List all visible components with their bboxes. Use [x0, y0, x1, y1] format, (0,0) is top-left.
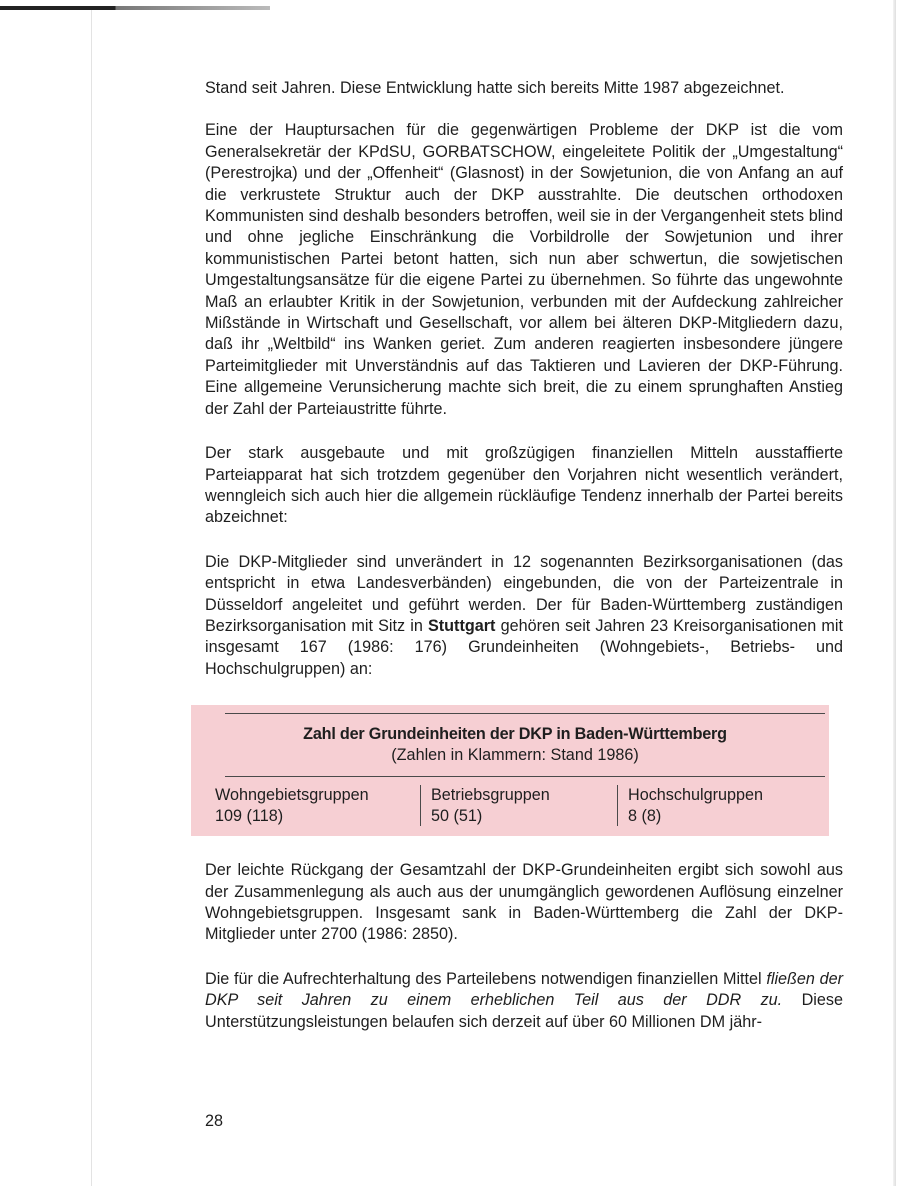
column-value: 8 (8): [628, 806, 662, 825]
scan-edge-top: [0, 6, 270, 10]
column-label: Betriebsgruppen: [431, 786, 550, 805]
scan-edge-right: [893, 0, 896, 1186]
page-number: 28: [205, 1112, 224, 1130]
paragraph-4-text-before: Die DKP-Mitglieder sind unverändert in 12 sogenannten Bezirksorganisationen (das entspricht in etwa Landesverbänden) eingebunden, die von der Parteizentrale in Düsseldorf angeleitet und geführt werden. Der für Baden-Württemberg zuständigen Bezirksorganisation mit Sitz in: [205, 552, 843, 635]
paragraph-6-text: Die für die Aufrechterhaltung des Parteilebens notwendigen finanziellen Mittel: [205, 969, 762, 988]
column-label: Hochschulgruppen: [628, 786, 763, 805]
paragraph-2: Eine der Hauptursachen für die gegenwärtigen Probleme der DKP ist die vom Generalsekretär der KPdSU, GORBATSCHOW, eingeleitete Politik der „Umgestaltung“ (Perestrojka) und der „Offenheit“ (Glasnost) in der Sowjetunion, die von Anfang an auf die verkrustete Struktur auch der DKP ausstrahlte. Die deutschen orthodoxen Kommunisten sind deshalb besonders betroffen, weil sie in der Vergangenheit stets blind und ohne jegliche Einschränkung die Vorbildrolle der Sowjetunion und ihrer kommunistischen Partei betont hatten, sich nun aber schwertun, die sowjetischen Umgestaltungsansätze für die eigene Partei zu übernehmen. So führte das ungewohnte Maß an erlaubter Kritik in der Sowjetunion, verbunden mit der Aufdeckung zahlreicher Mißstände in Wirtschaft und Gesellschaft, vor allem bei älteren DKP-Mitgliedern dazu, daß ihr „Weltbild“ ins Wanken geriet. Zum anderen reagierten insbesondere jüngere Parteimitglieder mit Unverständnis auf das Taktieren und Lavieren der DKP-Führung. Eine allgemeine Verunsicherung machte sich breit, die zu einem sprunghaften Anstieg der Zahl der Parteiaustritte führte.: [205, 121, 843, 418]
grundeinheiten-table: [191, 705, 829, 836]
scan-edge-left: [91, 10, 92, 1186]
paragraph-5: Der leichte Rückgang der Gesamtzahl der DKP-Grundeinheiten ergibt sich sowohl aus der Zusammenlegung als auch aus der unumgänglich gewordenen Auflösung einzelner Wohngebietsgruppen. Insgesamt sank in Baden-Württemberg die Zahl der DKP-Mitglieder unter 2700 (1986: 2850).: [205, 861, 843, 944]
paragraph-4-text-after: gehören seit Jahren 23 Kreisorganisationen mit insgesamt 167 (1986: 176) Grundeinheiten (Wohngebiets-, Betriebs- und Hochschulgruppen) an:: [205, 616, 843, 678]
paragraph-3: Der stark ausgebaute und mit großzügigen finanziellen Mitteln ausstaffierte Parteiapparat hat sich trotzdem gegenüber den Vorjahren nicht wesentlich verändert, wenngleich sich auch hier die allgemein rückläufige Tendenz innerhalb der Partei bereits abzeichnet:: [205, 444, 843, 527]
paragraph-6-emphasis: fließen der DKP seit Jahren zu einem erheblichen Teil aus der DDR zu.: [205, 969, 844, 1010]
table-row: [215, 785, 829, 826]
paragraph-1: Stand seit Jahren. Diese Entwicklung hatte sich bereits Mitte 1987 abgezeichnet.: [205, 79, 785, 97]
table-cell-hochschul: [617, 785, 818, 826]
column-value: 109 (118): [215, 806, 284, 825]
location-stuttgart: Stuttgart: [427, 616, 496, 635]
table-title: Zahl der Grundeinheiten der DKP in Baden-Württemberg: [303, 725, 727, 744]
page-body: [205, 78, 843, 1056]
table-middle-rule: [225, 776, 825, 777]
paragraph-6: [205, 969, 843, 1033]
column-label: Wohngebietsgruppen: [215, 786, 369, 805]
table-cell-wohngebiet: [215, 785, 420, 826]
table-cell-betrieb: [420, 785, 617, 826]
table-top-rule: [225, 713, 825, 714]
paragraph-6-rest: Diese Unterstützungsleistungen belaufen sich derzeit auf über 60 Millionen DM jähr-: [205, 991, 843, 1031]
column-value: 50 (51): [431, 806, 483, 825]
table-subtitle: (Zahlen in Klammern: Stand 1986): [391, 746, 639, 765]
paragraph-4: [205, 552, 843, 680]
